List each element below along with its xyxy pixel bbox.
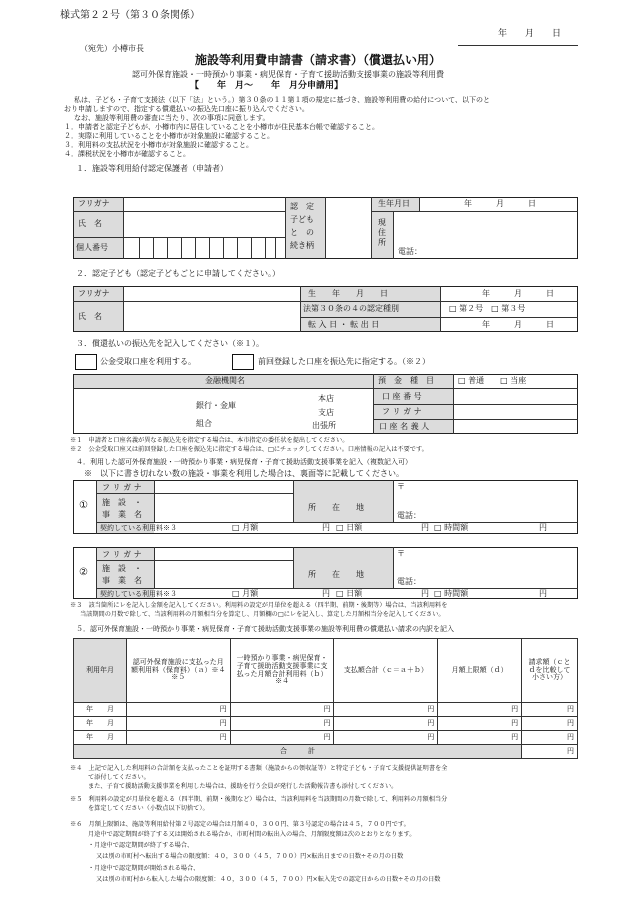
child-furigana-label: フリガナ <box>78 289 110 298</box>
footnote-6-item: 又は別の市町村へ転出する場合の限度額：４０，３００（４５，７００）円×転出日までの日数÷その月の日数 <box>96 853 404 860</box>
note-3-cont: 当該期間の月数で除して、当該利用料の月額相当分を算定し、月額欄の□にレを記入し、算定した月額相当分を記入してください。 <box>80 611 445 618</box>
facility-2-monthly-unit: 円 <box>322 589 330 598</box>
facility-1-index: ① <box>79 500 88 511</box>
section4-heading: ４．利用した認可外保育施設・一時預かり事業・病児保育・子育て援助活動支援事業を記入（複数記入可） <box>76 458 412 466</box>
child-birth-value[interactable]: 年 月 日 <box>482 289 554 298</box>
total-amount[interactable]: 円 <box>522 745 578 759</box>
facility-1-location-label: 所 在 地 <box>308 503 364 512</box>
total-row <box>74 745 578 759</box>
bank-type[interactable]: 銀行・金庫 <box>196 401 236 410</box>
claim-b[interactable]: 円 <box>230 717 334 731</box>
facility-2-hourly-unit: 円 <box>539 589 547 598</box>
facility-1-hourly[interactable]: □ 時間額 <box>434 523 469 532</box>
move-date-value[interactable]: 年 月 日 <box>482 320 554 329</box>
facility-2-hourly[interactable]: □ 時間額 <box>434 589 469 598</box>
section4-subheading: ※ 以下に書き切れない数の施設・事業を利用した場合は、裏面等に記載してください。 <box>84 469 404 478</box>
facility-2-phone[interactable]: 電話： <box>397 577 421 586</box>
facility-2-monthly[interactable]: □ 月額 <box>232 589 259 598</box>
deposit-type-options[interactable]: □ 普通 □ 当座 <box>458 376 527 385</box>
footnote-5: ※５ 利用料の設定が月単位を超える（四半期、前期・後期など）場合は、当該利用料を当該期間の月数で除して、利用料の月額相当分 <box>70 796 448 803</box>
intro-line: なお、施設等利用費の審査に当たり、次の事項に同意します。 <box>74 114 270 122</box>
consent-item: ２．実際に利用していることを小樽市が対象施設に確認すること。 <box>64 132 274 140</box>
note-3: ※３ 該当箇所にレを記入し金額を記入してください。利用料の設定が月単位を超える（四半期、前期・後期等）場合は、当該利用料を <box>70 602 448 609</box>
claim-e[interactable]: 円 <box>522 731 578 745</box>
claim-d[interactable]: 円 <box>438 731 522 745</box>
claim-d[interactable]: 円 <box>438 717 522 731</box>
footnote-6-item: ・月途中で認定期間が開始される場合、 <box>88 865 200 872</box>
claim-b[interactable]: 円 <box>230 731 334 745</box>
claim-a[interactable]: 円 <box>126 703 230 717</box>
relationship-label: 続き柄 <box>290 241 314 250</box>
footnote-4-extra: また、子育て援助活動支援事業を利用した場合は、援助を行う会員が発行した活動報告書も添付してください。 <box>88 783 398 790</box>
col-header-e: 請求額（ｃとｄを比較して小さい方） <box>522 639 578 703</box>
birthdate-label: 生年月日 <box>378 199 410 208</box>
footnote-4-cont: て添付してください。 <box>88 774 150 781</box>
form-number: 様式第２２号（第３０条関係） <box>60 10 200 21</box>
footnote-6-cont: 月途中で認定期間が終了する又は開始される場合か、市町村間の転出入の場合、月額限度額は次のとおりとなります。 <box>88 831 416 838</box>
col-header-b: 一時預かり事業・病児保育・子育て援助活動支援事業に支払った月額合計利用料（ｂ）※４ <box>230 639 334 703</box>
previous-account-option: 前回登録した口座を振込先に指定する。（※２） <box>258 357 430 366</box>
facility-2-postal[interactable]: 〒 <box>397 549 405 558</box>
section3-heading: ３．償還払いの振込先を記入してください（※１）。 <box>76 339 264 348</box>
branch-office[interactable]: 出張所 <box>312 421 336 430</box>
claim-row <box>74 703 578 717</box>
footnote-5-cont: を算定してください（小数点以下切捨て）。 <box>88 805 209 812</box>
facility-2-name-label: 施 設 ・ 事 業 名 <box>102 564 142 585</box>
facility-1-monthly[interactable]: □ 月額 <box>232 523 259 532</box>
claim-a[interactable]: 円 <box>126 717 230 731</box>
branch-main[interactable]: 本店 <box>318 394 334 403</box>
footnote-4: ※４ 上記で記入した利用料の合計額を支払ったことを証明する書類（施設からの領収証等）と特定子ども・子育て支援提供証明書を全 <box>70 765 448 772</box>
claim-month[interactable]: 年 月 <box>74 703 127 717</box>
claim-month[interactable]: 年 月 <box>74 731 127 745</box>
facility-1-hourly-unit: 円 <box>539 523 547 532</box>
date-field[interactable]: 年 月 日 <box>498 29 562 39</box>
personal-number-label: 個人番号 <box>76 243 108 252</box>
union-type[interactable]: 組合 <box>196 419 212 428</box>
claim-d[interactable]: 円 <box>438 703 522 717</box>
relationship-label: 子ども <box>290 215 314 224</box>
previous-account-checkbox[interactable] <box>232 354 254 370</box>
address-label: 現 <box>378 218 386 227</box>
facility-2-daily[interactable]: □ 日額 <box>336 589 363 598</box>
form-title: 施設等利用費申請書（請求書）（償還払い用） <box>195 53 442 67</box>
application-period[interactable]: 【 年 月～ 年 月分申請用】 <box>190 81 344 91</box>
child-birth-label: 生 年 月 日 <box>308 289 388 298</box>
form-subtitle: 認可外保育施設・一時預かり事業・病児保育・子育て援助活動支援事業の施設等利用費 <box>132 70 444 79</box>
note-2: ※２ 公金受取口座又は前回登録した口座を振込先に指定する場合は、□にチェックしてください。口座情報の記入は不要です。 <box>70 446 428 453</box>
intro-line: 私は、子ども・子育て支援法（以下「法」という。）第３０条の１１第１項の規定に基づき、施設等利用費の給付について、以下のと <box>74 96 490 104</box>
child-name-label: 氏 名 <box>78 312 102 321</box>
account-number-label: 口 座 番 号 <box>382 392 422 401</box>
deposit-type-label: 預 金 種 目 <box>378 376 434 385</box>
claim-b[interactable]: 円 <box>230 703 334 717</box>
facility-1-name-label: 施 設 ・ 事 業 名 <box>102 498 142 519</box>
footnote-6-item: 又は別の市町村から転入した場合の限度額：４０，３００（４５，７００）円×転入先での認定日からの日数÷その月の日数 <box>96 876 441 883</box>
facility-1-furigana-label: フ リ ガ ナ <box>102 483 142 492</box>
relationship-label: 認 定 <box>290 202 314 211</box>
relationship-label: と の <box>290 228 314 237</box>
footnote-6: ※６ 月額上限額は、施設等利用給付第２号認定の場合は月額４０，３００円、第３号認定の場合は４５，７００円です。 <box>70 821 410 828</box>
facility-1-monthly-unit: 円 <box>322 523 330 532</box>
col-header-a: 認可外保育施設に支払った月額利用料（保育料）（ａ）※４ ※５ <box>126 639 230 703</box>
note-1: ※１ 申請者と口座名義が異なる振込先を指定する場合は、本市指定の委任状を提出してください。 <box>70 437 349 444</box>
facility-2-furigana-label: フ リ ガ ナ <box>102 550 142 559</box>
claim-row <box>74 717 578 731</box>
claim-a[interactable]: 円 <box>126 731 230 745</box>
claim-c[interactable]: 円 <box>334 703 438 717</box>
claim-e[interactable]: 円 <box>522 703 578 717</box>
phone-label[interactable]: 電話： <box>398 247 422 256</box>
col-header-c: 支払額合計（ｃ＝ａ＋ｂ） <box>334 639 438 703</box>
cert-type-label: 法第３０条の４の認定種別 <box>303 304 399 313</box>
facility-1-postal[interactable]: 〒 <box>397 482 405 491</box>
move-date-label: 転 入 日 ・ 転 出 日 <box>308 320 380 329</box>
facility-1-daily-unit: 円 <box>421 523 429 532</box>
claim-breakdown-table <box>73 638 578 759</box>
facility-1-phone[interactable]: 電話： <box>397 511 421 520</box>
applicant-name-label: 氏 名 <box>78 219 102 228</box>
address-label: 住 <box>378 228 386 237</box>
facility-1-fee-label: 契約している利用料※３ <box>100 524 177 532</box>
col-header-d: 月額上限額（ｄ） <box>438 639 522 703</box>
claim-row <box>74 731 578 745</box>
branch[interactable]: 支店 <box>318 408 334 417</box>
public-account-option: 公金受取口座を利用する。 <box>100 357 196 366</box>
facility-2-daily-unit: 円 <box>421 589 429 598</box>
total-label: 合 計 <box>74 745 522 759</box>
consent-item: ３．利用料の支払状況を小樽市が対象施設に確認すること。 <box>64 141 253 149</box>
facility-2-fee-label: 契約している利用料※３ <box>100 590 177 598</box>
col-header-month: 利用年月 <box>74 639 127 703</box>
account-holder-label: 口 座 名 義 人 <box>379 422 430 431</box>
intro-line: おり申請しますので、指定する償還払いの振込先口座に振り込んでください。 <box>64 105 309 113</box>
footnote-6-item: ・月途中で認定期間が終了する場合、 <box>88 842 194 849</box>
claim-e[interactable]: 円 <box>522 717 578 731</box>
address-label: 所 <box>378 238 386 247</box>
claim-c[interactable]: 円 <box>334 717 438 731</box>
birthdate-value[interactable]: 年 月 日 <box>464 199 536 208</box>
section2-heading: ２．認定子ども（認定子どもごとに申請してください。） <box>76 269 280 278</box>
claim-c[interactable]: 円 <box>334 731 438 745</box>
bank-name-header: 金融機関名 <box>205 376 245 385</box>
consent-item: ４．課税状況を小樽市が確認すること。 <box>64 150 190 158</box>
consent-item: １．申請者と認定子どもが、小樽市内に居住していることを小樽市が住民基本台帳で確認すること。 <box>64 123 379 131</box>
facility-2-location-label: 所 在 地 <box>308 570 364 579</box>
public-account-checkbox[interactable] <box>75 354 97 370</box>
section1-heading: １．施設等利用給付認定保護者（申請者） <box>76 164 228 173</box>
section5-heading: ５．認可外保育施設・一時預かり事業・病児保育・子育て援助活動支援事業の施設等利用費の償還払い請求の内訳を記入 <box>76 625 454 633</box>
facility-1-daily[interactable]: □ 日額 <box>336 523 363 532</box>
claim-month[interactable]: 年 月 <box>74 717 127 731</box>
addressee: （宛先）小樽市長 <box>80 44 144 53</box>
applicant-furigana-label: フリガナ <box>78 199 110 208</box>
account-furigana-label: フ リ ガ ナ <box>382 407 422 416</box>
cert-type-options[interactable]: □ 第２号 □ 第３号 <box>449 304 526 313</box>
facility-2-index: ② <box>79 567 88 578</box>
